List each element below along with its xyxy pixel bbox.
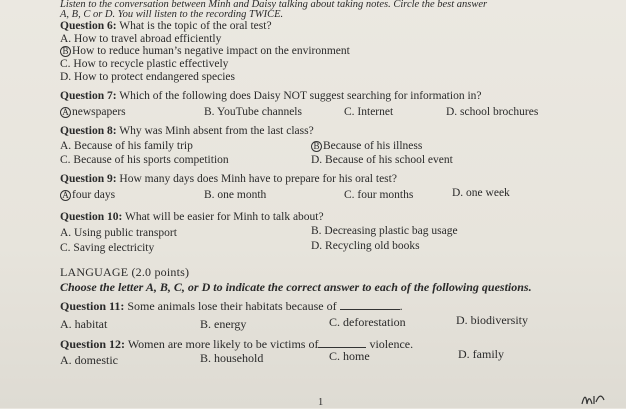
q9-option-b[interactable]: B. one month [204, 189, 267, 201]
q8-option-b[interactable] [311, 141, 422, 153]
question-12-end: violence. [369, 337, 414, 351]
question-10-text: What will be easier for Minh to talk about? [124, 211, 324, 223]
q6-option-c[interactable]: C. How to recycle plastic effectively [60, 58, 229, 70]
handwritten-mark [580, 392, 606, 406]
q11-option-d[interactable]: D. biodiversity [456, 313, 528, 327]
page-number: 1 [318, 397, 324, 408]
q7-option-d[interactable]: D. school brochures [446, 106, 539, 118]
q12-answer-blank[interactable] [318, 337, 366, 348]
question-9-text: How many days does Minh have to prepare for his oral test? [119, 173, 397, 185]
q7-option-a-text: newspapers [72, 106, 126, 118]
language-section-heading: LANGUAGE (2.0 points) [60, 265, 190, 279]
question-8 [60, 126, 314, 138]
q9-option-c[interactable]: C. four months [344, 189, 414, 201]
q11-option-b[interactable]: B. energy [200, 317, 247, 331]
q9-option-a-text: four days [72, 189, 116, 201]
q7-circled-answer-mark: A [60, 107, 71, 118]
q12-option-a[interactable]: A. domestic [60, 353, 118, 367]
q12-option-c[interactable]: C. home [329, 349, 370, 363]
question-9-label: Question 9: [60, 173, 117, 185]
question-11-text: Some animals lose their habitats because of [127, 299, 337, 313]
q11-option-c[interactable]: C. deforestation [329, 315, 406, 329]
question-10-label: Question 10: [60, 211, 123, 223]
question-8-text: Why was Minh absent from the last class? [119, 125, 314, 137]
q8-option-d[interactable]: D. Because of his school event [311, 154, 453, 166]
q11-answer-blank[interactable] [340, 299, 400, 310]
q6-circled-answer-mark: B [60, 46, 71, 57]
q8-option-a[interactable]: A. Because of his family trip [60, 140, 193, 152]
question-7 [60, 91, 482, 103]
q12-option-d[interactable]: D. family [458, 347, 504, 361]
question-6-text: What is the topic of the oral test? [119, 20, 272, 32]
q10-option-b[interactable]: B. Decreasing plastic bag usage [311, 225, 458, 237]
q8-option-c[interactable]: C. Because of his sports competition [60, 154, 229, 166]
q8-circled-answer-mark: B [311, 141, 322, 152]
question-11-end: . [399, 299, 403, 313]
q10-option-d[interactable]: D. Recycling old books [311, 240, 420, 252]
listening-instruction-line1: Listen to the conversation between Minh and Daisy talking about taking notes. Circle the best answer [60, 0, 488, 10]
q8-option-b-text: Because of his illness [323, 140, 423, 152]
q9-option-d[interactable]: D. one week [452, 187, 510, 199]
q6-option-b[interactable] [60, 46, 350, 58]
question-11-label: Question 11: [60, 299, 125, 313]
question-11 [60, 299, 403, 312]
question-9 [60, 174, 397, 186]
q7-option-b[interactable]: B. YouTube channels [204, 106, 302, 118]
question-7-label: Question 7: [60, 90, 117, 102]
q11-option-a[interactable]: A. habitat [60, 317, 108, 331]
question-12-text: Women are more likely to be victims of [127, 337, 319, 351]
q9-option-a[interactable] [60, 190, 115, 202]
q6-option-b-text: How to reduce human’s negative impact on the environment [72, 45, 350, 57]
q6-option-a[interactable]: A. How to travel abroad efficiently [60, 33, 222, 45]
q12-option-b[interactable]: B. household [200, 351, 264, 365]
q10-option-a[interactable]: A. Using public transport [60, 227, 177, 239]
question-12-label: Question 12: [60, 337, 126, 351]
question-6 [60, 21, 272, 33]
q7-option-a[interactable] [60, 107, 126, 119]
question-7-text: Which of the following does Daisy NOT suggest searching for information in? [119, 90, 482, 102]
listening-instruction-line2: A, B, C or D. You will listen to the recording TWICE. [60, 9, 284, 20]
question-10 [60, 212, 324, 224]
q10-option-c[interactable]: C. Saving electricity [60, 242, 155, 254]
q7-option-c[interactable]: C. Internet [344, 106, 394, 118]
q6-option-d[interactable]: D. How to protect endangered species [60, 71, 235, 83]
q9-circled-answer-mark: A [60, 190, 71, 201]
question-6-label: Question 6: [60, 20, 117, 32]
question-8-label: Question 8: [60, 125, 117, 137]
language-instruction: Choose the letter A, B, C, or D to indicate the correct answer to each of the following questions. [60, 280, 532, 294]
